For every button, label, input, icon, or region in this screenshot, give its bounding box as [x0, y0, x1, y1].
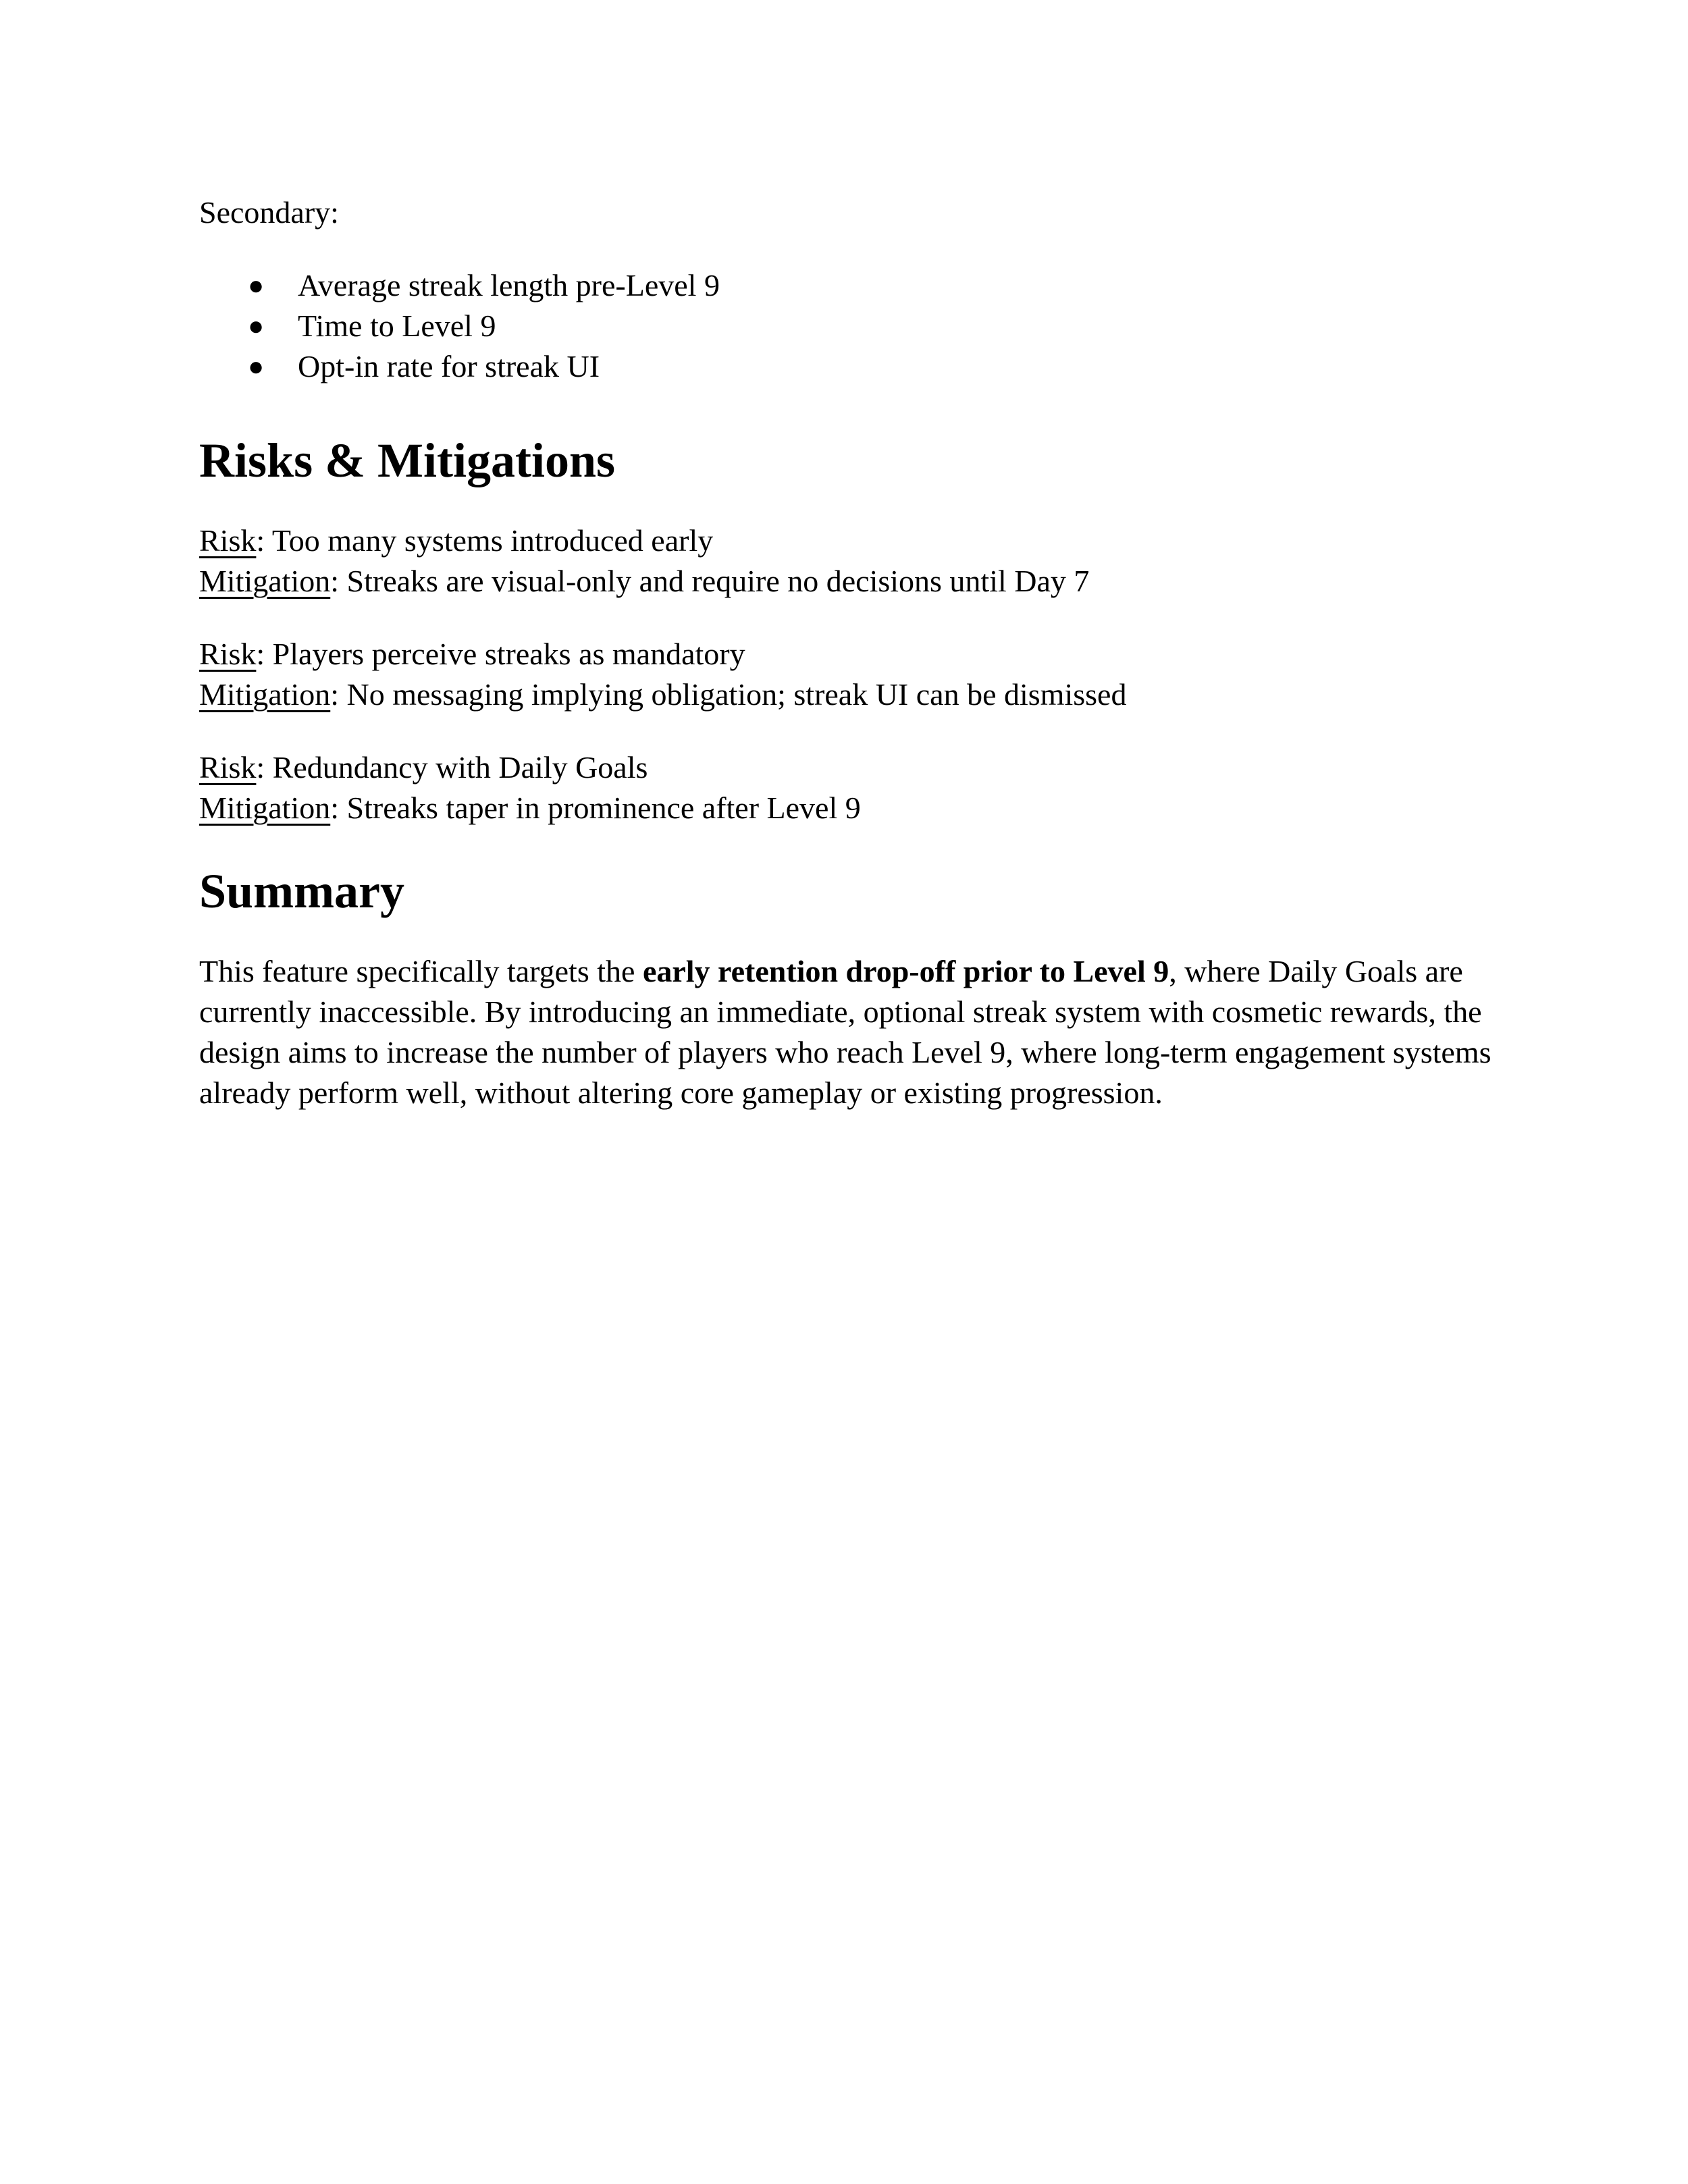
risk-line [199, 521, 1502, 561]
risks-heading: Risks & Mitigations [199, 433, 616, 487]
separator: : [256, 750, 273, 784]
mitigation-text: No messaging implying obligation; streak UI can be dismissed [346, 677, 1127, 712]
risk-text: Players perceive streaks as mandatory [272, 637, 745, 671]
mitigation-line [199, 674, 1502, 715]
mitigation-label: Mitigation [199, 677, 331, 712]
risk-line [199, 634, 1502, 674]
risk-label: Risk [199, 523, 257, 558]
mitigation-label: Mitigation [199, 791, 331, 825]
mitigation-line [199, 561, 1502, 602]
secondary-label: Secondary: [199, 195, 339, 230]
bullet-icon: ● [248, 270, 265, 300]
bullet-icon: ● [248, 311, 265, 341]
separator: : [330, 564, 347, 598]
mitigation-line [199, 788, 1502, 828]
risk-label: Risk [199, 750, 257, 784]
separator: : [330, 677, 347, 712]
mitigation-text: Streaks are visual-only and require no decisions until Day 7 [346, 564, 1090, 598]
list-item-text: Opt-in rate for streak UI [298, 349, 600, 383]
separator: : [330, 791, 347, 825]
bullet-icon: ● [248, 351, 265, 381]
list-item [199, 306, 1502, 346]
risk-text: Too many systems introduced early [271, 523, 714, 558]
separator: : [256, 523, 272, 558]
risk-block [199, 634, 1502, 715]
risk-line [199, 747, 1502, 788]
list-item-text: Time to Level 9 [298, 309, 496, 343]
summary-text-after: , where Daily Goals are currently inaccessible. By introducing an immediate, optional streak system with cosmetic rewards, the design aims to increase the number of players who reach Level 9, where long-term engagement systems already perform well, without altering core gameplay or existing progression. [199, 954, 1492, 1110]
risk-label: Risk [199, 637, 257, 671]
list-item-text: Average streak length pre-Level 9 [298, 268, 720, 302]
mitigation-text: Streaks taper in prominence after Level 9 [346, 791, 861, 825]
risk-text: Redundancy with Daily Goals [272, 750, 648, 784]
separator: : [256, 637, 273, 671]
summary-text-bold: early retention drop-off prior to Level 9 [642, 954, 1169, 988]
risk-block [199, 521, 1502, 602]
document-content [199, 192, 1502, 1113]
risk-block [199, 747, 1502, 828]
mitigation-label: Mitigation [199, 564, 331, 598]
summary-paragraph [199, 951, 1502, 1113]
summary-heading: Summary [199, 864, 404, 918]
list-item [199, 346, 1502, 387]
secondary-metrics-list [199, 265, 1502, 387]
summary-text-before: This feature specifically targets the [199, 954, 643, 988]
list-item [199, 265, 1502, 306]
